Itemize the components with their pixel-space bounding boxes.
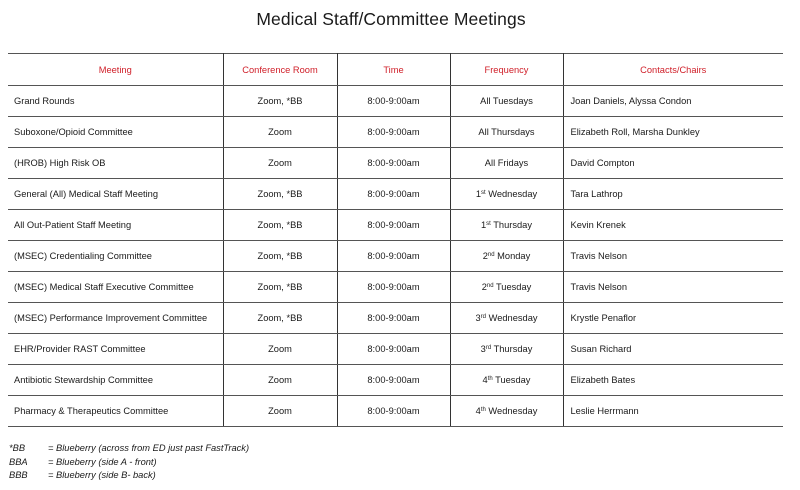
freq-suffix: nd [486, 283, 494, 289]
freq-suffix: rd [480, 314, 486, 320]
table-row [8, 148, 783, 179]
freq-ordinal: 2 [481, 282, 487, 292]
cell-meeting: (HROB) High Risk OB [8, 148, 223, 179]
table-row [8, 272, 783, 303]
table-row [8, 179, 783, 210]
cell-frequency [450, 210, 563, 241]
freq-day: All Tuesdays [480, 96, 533, 106]
table-row [8, 210, 783, 241]
cell-contacts: Kevin Krenek [563, 210, 783, 241]
freq-ordinal: 2 [482, 251, 488, 261]
cell-frequency [450, 179, 563, 210]
cell-meeting: EHR/Provider RAST Committee [8, 334, 223, 365]
meetings-table [8, 53, 783, 427]
header-meeting: Meeting [8, 54, 223, 86]
cell-meeting: All Out-Patient Staff Meeting [8, 210, 223, 241]
cell-meeting: (MSEC) Performance Improvement Committee [8, 303, 223, 334]
cell-room: Zoom [223, 334, 337, 365]
freq-day: Wednesday [485, 189, 538, 199]
cell-frequency [450, 303, 563, 334]
freq-suffix: th [487, 376, 493, 382]
cell-frequency [450, 241, 563, 272]
legend-key: BBA [9, 456, 28, 467]
freq-ordinal: 4 [482, 375, 488, 385]
freq-ordinal: 1 [480, 220, 487, 230]
cell-frequency [450, 334, 563, 365]
legend-key: *BB [9, 443, 26, 453]
cell-frequency [450, 396, 563, 427]
table-row [8, 334, 783, 365]
cell-frequency [450, 86, 563, 117]
freq-ordinal: 4 [475, 406, 481, 416]
legend-value: = Blueberry (side B- back) [48, 470, 156, 480]
cell-meeting: Pharmacy & Therapeutics Committee [8, 396, 223, 427]
cell-room: Zoom, *BB [223, 210, 337, 241]
cell-room: Zoom, *BB [223, 272, 337, 303]
cell-contacts: Travis Nelson [563, 241, 783, 272]
cell-room: Zoom [223, 365, 337, 396]
cell-meeting: (MSEC) Credentialing Committee [8, 241, 223, 272]
cell-room: Zoom, *BB [223, 86, 337, 117]
cell-meeting: Suboxone/Opioid Committee [8, 117, 223, 148]
cell-room: Zoom, *BB [223, 241, 337, 272]
cell-contacts: Travis Nelson [563, 272, 783, 303]
cell-time: 8:00-9:00am [337, 365, 450, 396]
cell-frequency [450, 117, 563, 148]
cell-time: 8:00-9:00am [337, 303, 450, 334]
freq-ordinal: 3 [475, 313, 481, 323]
cell-contacts: David Compton [563, 148, 783, 179]
cell-contacts: Krystle Penaflor [563, 303, 783, 334]
header-time: Time [337, 54, 450, 86]
freq-suffix: st [480, 190, 486, 196]
cell-contacts: Susan Richard [563, 334, 783, 365]
cell-meeting: General (All) Medical Staff Meeting [8, 179, 223, 210]
freq-day: Thursday [491, 344, 533, 354]
cell-time: 8:00-9:00am [337, 334, 450, 365]
table-row [8, 241, 783, 272]
freq-suffix: rd [485, 345, 492, 351]
table-row [8, 117, 783, 148]
cell-time: 8:00-9:00am [337, 210, 450, 241]
cell-contacts: Elizabeth Roll, Marsha Dunkley [563, 117, 783, 148]
cell-frequency [450, 272, 563, 303]
legend-key: BBB [9, 470, 28, 480]
cell-contacts: Elizabeth Bates [563, 365, 783, 396]
cell-room: Zoom, *BB [223, 179, 337, 210]
cell-time: 8:00-9:00am [337, 117, 450, 148]
freq-day: Monday [494, 251, 531, 261]
freq-day: Tuesday [492, 375, 531, 385]
cell-contacts: Joan Daniels, Alyssa Condon [563, 86, 783, 117]
cell-meeting: Antibiotic Stewardship Committee [8, 365, 223, 396]
freq-day: Tuesday [493, 282, 532, 292]
legend-row [9, 442, 249, 456]
freq-day: All Fridays [484, 158, 529, 168]
legend-row [9, 456, 249, 470]
page-title: Medical Staff/Committee Meetings [256, 9, 526, 29]
legend-row [9, 469, 249, 483]
cell-room: Zoom [223, 148, 337, 179]
cell-frequency [450, 365, 563, 396]
table-row [8, 303, 783, 334]
freq-suffix: nd [487, 252, 495, 258]
header-frequency: Frequency [450, 54, 563, 86]
table-header-row [8, 54, 783, 86]
freq-day: Thursday [490, 220, 532, 230]
cell-time: 8:00-9:00am [337, 241, 450, 272]
table-row [8, 365, 783, 396]
cell-room: Zoom [223, 396, 337, 427]
freq-day: Wednesday [485, 406, 538, 416]
legend-value: = Blueberry (across from ED just past FastTrack) [48, 443, 250, 453]
freq-suffix: st [486, 221, 491, 227]
freq-ordinal: 3 [480, 344, 486, 354]
cell-room: Zoom [223, 117, 337, 148]
cell-meeting: (MSEC) Medical Staff Executive Committee [8, 272, 223, 303]
room-legend [9, 442, 249, 483]
freq-day: Wednesday [486, 313, 538, 323]
cell-room: Zoom, *BB [223, 303, 337, 334]
cell-time: 8:00-9:00am [337, 396, 450, 427]
cell-contacts: Tara Lathrop [563, 179, 783, 210]
cell-time: 8:00-9:00am [337, 148, 450, 179]
table-row [8, 396, 783, 427]
cell-frequency [450, 148, 563, 179]
freq-day: All Thursdays [478, 127, 535, 137]
header-contacts-chairs: Contacts/Chairs [563, 54, 783, 86]
cell-meeting: Grand Rounds [8, 86, 223, 117]
header-conference-room: Conference Room [223, 54, 337, 86]
legend-value: = Blueberry (side A - front) [48, 456, 157, 467]
cell-time: 8:00-9:00am [337, 179, 450, 210]
freq-suffix: th [480, 407, 486, 413]
table-row [8, 86, 783, 117]
cell-time: 8:00-9:00am [337, 272, 450, 303]
cell-contacts: Leslie Herrmann [563, 396, 783, 427]
freq-ordinal: 1 [475, 189, 481, 199]
cell-time: 8:00-9:00am [337, 86, 450, 117]
